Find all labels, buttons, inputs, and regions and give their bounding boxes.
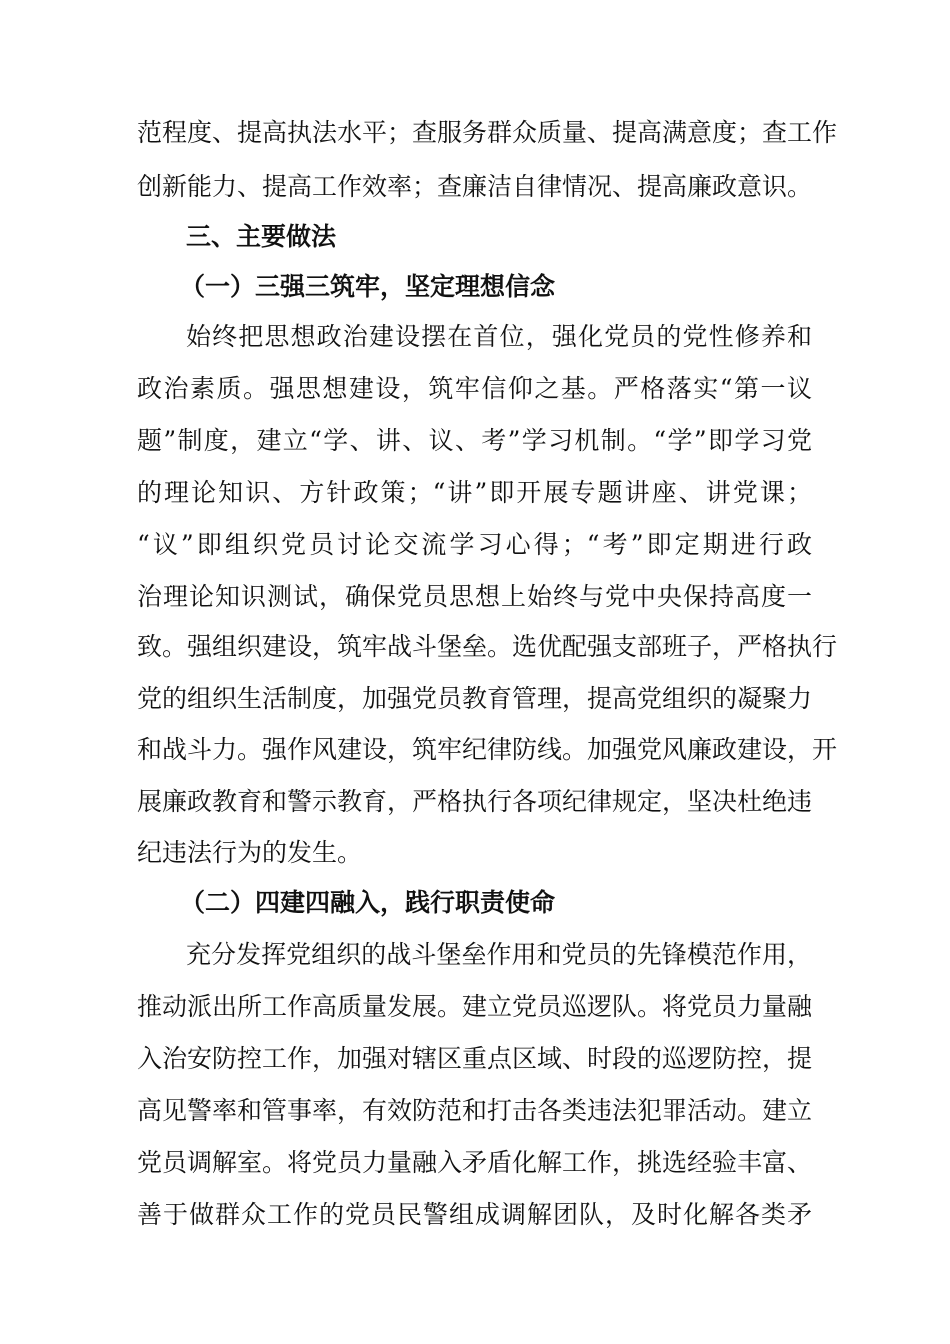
body-text-line: 善于做群众工作的党员民警组成调解团队，及时化解各类矛 [137,1200,812,1229]
body-text-line: 创新能力、提高工作效率；查廉洁自律情况、提高廉政意识。 [137,172,813,201]
body-text-line: 推动派出所工作高质量发展。建立党员巡逻队。将党员力量融 [137,992,813,1021]
body-text-line: 展廉政教育和警示教育，严格执行各项纪律规定，坚决杜绝违 [137,787,813,816]
body-text-line: 致。强组织建设，筑牢战斗堡垒。选优配强支部班子，严格执行 [137,632,838,661]
paragraph-first-line: 充分发挥党组织的战斗堡垒作用和党员的先锋模范作用， [186,940,812,969]
body-text-line: “议”即组织党员讨论交流学习心得；“考”即定期进行政 [137,530,812,559]
paragraph-last-line: 纪违法行为的发生。 [137,838,363,867]
paragraph-first-line: 始终把思想政治建设摆在首位，强化党员的党性修养和 [186,322,812,351]
body-text-line: 和战斗力。强作风建设，筑牢纪律防线。加强党风廉政建设，开 [137,735,838,764]
body-text-line: 范程度、提高执法水平；查服务群众质量、提高满意度；查工作 [137,118,838,147]
body-text-line: 高见警率和管事率，有效防范和打击各类违法犯罪活动。建立 [137,1096,813,1125]
section-heading: 三、主要做法 [186,222,337,251]
body-text-line: 的理论知识、方针政策；“讲”即开展专题讲座、讲党课； [137,478,812,507]
subsection-heading: （二）四建四融入，践行职责使命 [180,888,556,917]
body-text-line: 治理论知识测试，确保党员思想上始终与党中央保持高度一 [137,582,812,611]
body-text-line: 党员调解室。将党员力量融入矛盾化解工作，挑选经验丰富、 [137,1148,813,1177]
body-text-line: 政治素质。强思想建设，筑牢信仰之基。严格落实“第一议 [137,374,812,403]
body-text-line: 入治安防控工作，加强对辖区重点区域、时段的巡逻防控，提 [137,1044,813,1073]
body-text-line: 题”制度，建立“学、讲、议、考”学习机制。“学”即学习党 [137,426,812,455]
subsection-heading: （一）三强三筑牢，坚定理想信念 [180,272,556,301]
body-text-line: 党的组织生活制度，加强党员教育管理，提高党组织的凝聚力 [137,684,813,713]
